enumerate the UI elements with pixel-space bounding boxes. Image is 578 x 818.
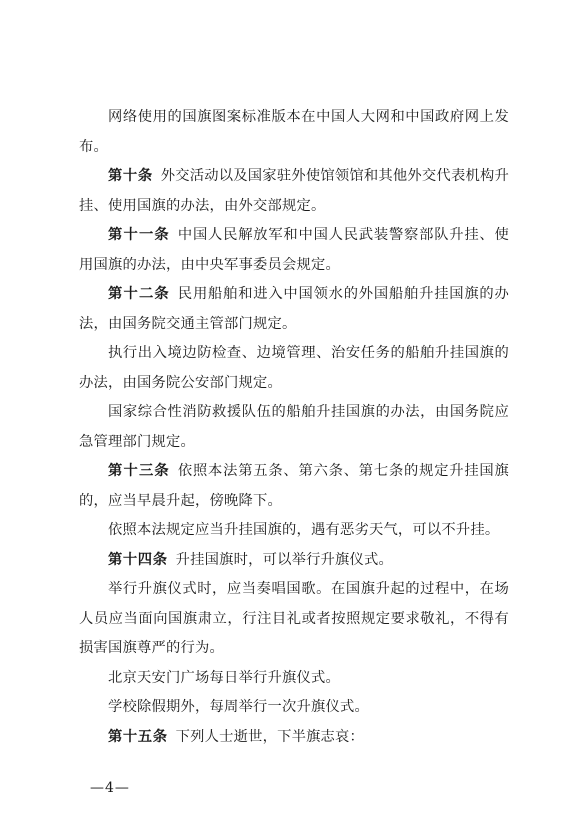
paragraph-text: 举行升旗仪式时，应当奏唱国歌。在国旗升起的过程中，在场人员应当面向国旗肃立，行注目礼或者按照规定要求敬礼，不得有损害国旗尊严的行为。 xyxy=(79,581,509,656)
paragraph-9 xyxy=(79,575,509,664)
paragraph-text: 依照本法第五条、第六条、第七条的规定升挂国旗的，应当早晨升起，傍晚降下。 xyxy=(79,463,509,509)
paragraph-0 xyxy=(79,103,509,162)
paragraph-4 xyxy=(79,339,509,398)
paragraph-article-10 xyxy=(79,162,509,221)
paragraph-11 xyxy=(79,693,509,723)
paragraph-article-13 xyxy=(79,457,509,516)
paragraph-7 xyxy=(79,516,509,546)
article-number: 第十四条 xyxy=(108,551,168,568)
page-number: —4— xyxy=(90,780,130,796)
paragraph-article-14 xyxy=(79,546,509,576)
paragraph-article-12 xyxy=(79,280,509,339)
paragraph-text: 学校除假期外，每周举行一次升旗仪式。 xyxy=(108,699,369,715)
paragraph-text: 外交活动以及国家驻外使馆领馆和其他外交代表机构升挂、使用国旗的办法，由外交部规定。 xyxy=(79,168,509,214)
paragraph-text: 国家综合性消防救援队伍的船舶升挂国旗的办法，由国务院应急管理部门规定。 xyxy=(79,404,509,450)
paragraph-text: 执行出入境边防检查、边境管理、治安任务的船舶升挂国旗的办法，由国务院公安部门规定。 xyxy=(79,345,509,391)
paragraph-text: 民用船舶和进入中国领水的外国船舶升挂国旗的办法，由国务院交通主管部门规定。 xyxy=(79,286,509,332)
paragraph-text: 升挂国旗时，可以举行升旗仪式。 xyxy=(175,551,394,568)
paragraph-text: 下列人士逝世，下半旗志哀： xyxy=(175,728,365,745)
article-number: 第十五条 xyxy=(108,728,168,745)
document-body xyxy=(79,103,509,752)
paragraph-5 xyxy=(79,398,509,457)
article-number: 第十三条 xyxy=(108,463,170,479)
article-number: 第十二条 xyxy=(108,286,170,302)
paragraph-text: 网络使用的国旗图案标准版本在中国人大网和中国政府网上发布。 xyxy=(79,109,509,155)
paragraph-article-11 xyxy=(79,221,509,280)
paragraph-text: 依照本法规定应当升挂国旗的，遇有恶劣天气，可以不升挂。 xyxy=(108,522,500,538)
paragraph-text: 北京天安门广场每日举行升旗仪式。 xyxy=(108,669,340,686)
paragraph-text: 中国人民解放军和中国人民武装警察部队升挂、使用国旗的办法，由中央军事委员会规定。 xyxy=(79,227,509,273)
article-number: 第十条 xyxy=(108,168,153,184)
article-number: 第十一条 xyxy=(108,227,170,243)
paragraph-10 xyxy=(79,664,509,694)
paragraph-article-15 xyxy=(79,723,509,753)
